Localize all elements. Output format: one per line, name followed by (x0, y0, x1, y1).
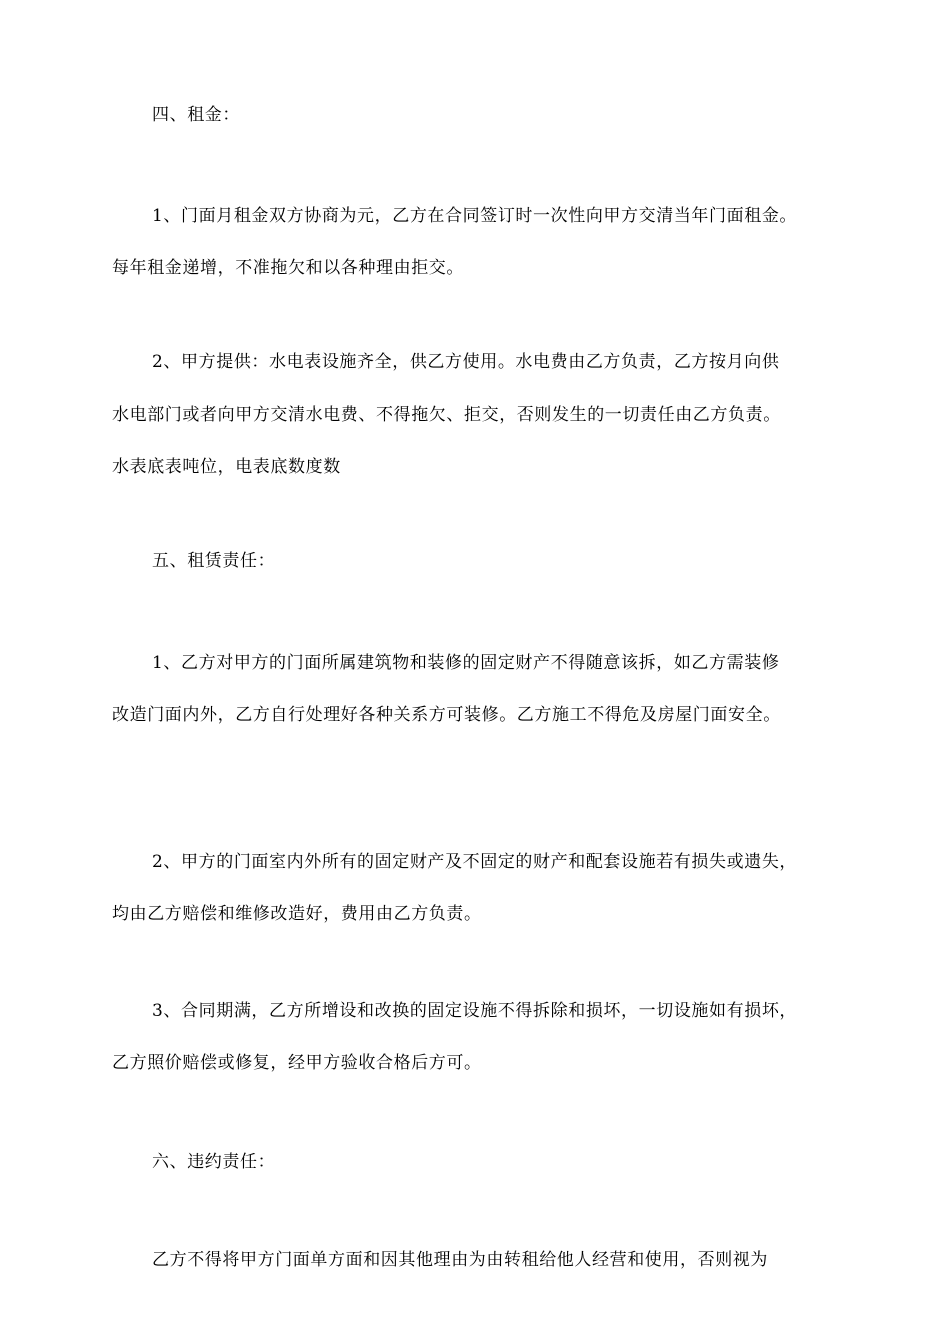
section-4-heading: 四、租金： (152, 105, 240, 125)
rent-clause-1-line-1: 1、门面月租金双方协商为元，乙方在合同签订时一次性向甲方交清当年门面租金。 (152, 206, 798, 226)
section-5-heading: 五、租赁责任： (152, 551, 276, 571)
lease-clause-3-line-1: 3、合同期满，乙方所增设和改换的固定设施不得拆除和损坏，一切设施如有损坏， (152, 1001, 798, 1021)
lease-clause-1-line-2: 改造门面内外，乙方自行处理好各种关系方可装修。乙方施工不得危及房屋门面安全。 (112, 705, 781, 725)
rent-clause-2-line-1: 2、甲方提供：水电表设施齐全，供乙方使用。水电费由乙方负责，乙方按月向供 (152, 352, 780, 372)
breach-clause-line-1: 乙方不得将甲方门面单方面和因其他理由为由转租给他人经营和使用，否则视为 (152, 1250, 768, 1270)
lease-clause-3-line-2: 乙方照价赔偿或修复，经甲方验收合格后方可。 (112, 1053, 482, 1073)
rent-clause-2-line-2: 水电部门或者向甲方交清水电费、不得拖欠、拒交，否则发生的一切责任由乙方负责。 (112, 405, 781, 425)
rent-clause-1-line-2: 每年租金递增，不准拖欠和以各种理由拒交。 (112, 258, 464, 278)
lease-clause-2-line-1: 2、甲方的门面室内外所有的固定财产及不固定的财产和配套设施若有损失或遗失， (152, 852, 798, 872)
lease-clause-1-line-1: 1、乙方对甲方的门面所属建筑物和装修的固定财产不得随意该拆，如乙方需装修 (152, 653, 780, 673)
lease-clause-2-line-2: 均由乙方赔偿和维修改造好，费用由乙方负责。 (112, 904, 482, 924)
section-6-heading: 六、违约责任： (152, 1152, 276, 1172)
rent-clause-2-line-3: 水表底表吨位，电表底数度数 (112, 457, 341, 477)
